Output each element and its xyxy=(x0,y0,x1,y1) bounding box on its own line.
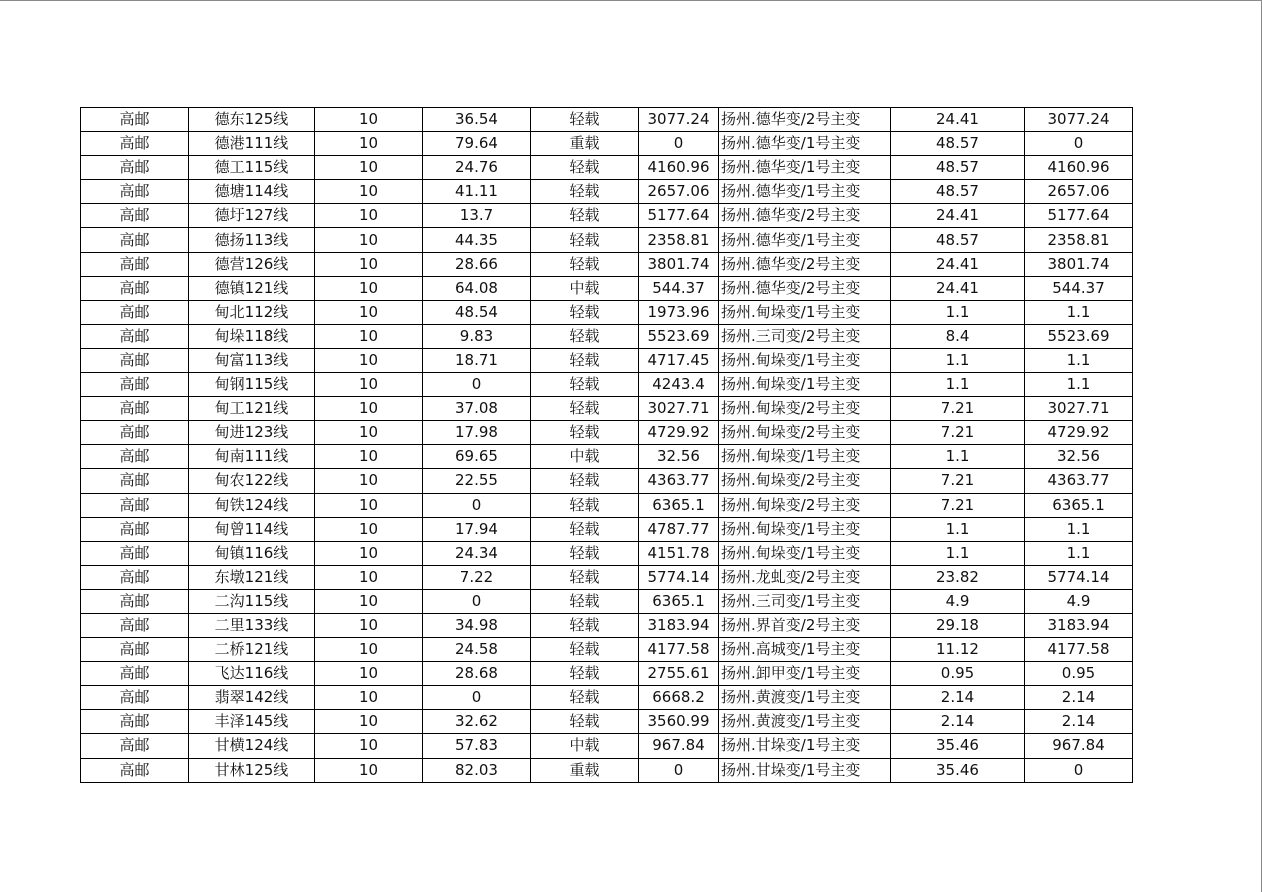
table-row xyxy=(81,469,1133,493)
substation-transformer-cell: 扬州.黄渡变/1号主变 xyxy=(719,710,891,734)
region-cell: 高邮 xyxy=(81,710,189,734)
available-capacity-cell: 4363.77 xyxy=(639,469,719,493)
load-rate-cell: 18.71 xyxy=(423,348,531,372)
voltage-cell: 10 xyxy=(315,324,423,348)
voltage-cell: 10 xyxy=(315,252,423,276)
transformer-value-cell: 2.14 xyxy=(891,710,1025,734)
table-row xyxy=(81,180,1133,204)
substation-transformer-cell: 扬州.甸垛变/2号主变 xyxy=(719,421,891,445)
substation-transformer-cell: 扬州.甸垛变/1号主变 xyxy=(719,445,891,469)
load-rate-cell: 79.64 xyxy=(423,132,531,156)
load-rate-cell: 36.54 xyxy=(423,108,531,132)
substation-transformer-cell: 扬州.高城变/1号主变 xyxy=(719,638,891,662)
voltage-cell: 10 xyxy=(315,445,423,469)
voltage-cell: 10 xyxy=(315,758,423,782)
table-row xyxy=(81,373,1133,397)
load-rate-cell: 24.76 xyxy=(423,156,531,180)
region-cell: 高邮 xyxy=(81,204,189,228)
load-rate-cell: 57.83 xyxy=(423,734,531,758)
table-row xyxy=(81,589,1133,613)
line-name-cell: 甸铁124线 xyxy=(189,493,315,517)
table-row xyxy=(81,493,1133,517)
table-row xyxy=(81,156,1133,180)
substation-transformer-cell: 扬州.三司变/2号主变 xyxy=(719,324,891,348)
substation-transformer-cell: 扬州.三司变/1号主变 xyxy=(719,589,891,613)
load-status-cell: 轻载 xyxy=(531,517,639,541)
transformer-value-cell: 0.95 xyxy=(891,662,1025,686)
load-status-cell: 轻载 xyxy=(531,204,639,228)
line-name-cell: 甸工121线 xyxy=(189,397,315,421)
table-row xyxy=(81,565,1133,589)
transformer-value-cell: 1.1 xyxy=(891,300,1025,324)
line-name-cell: 翡翠142线 xyxy=(189,686,315,710)
table-row xyxy=(81,638,1133,662)
line-name-cell: 德港111线 xyxy=(189,132,315,156)
capacity-value-cell: 1.1 xyxy=(1025,517,1133,541)
substation-transformer-cell: 扬州.德华变/2号主变 xyxy=(719,108,891,132)
capacity-value-cell: 2.14 xyxy=(1025,686,1133,710)
line-name-cell: 甸南111线 xyxy=(189,445,315,469)
line-name-cell: 二里133线 xyxy=(189,613,315,637)
capacity-value-cell: 967.84 xyxy=(1025,734,1133,758)
table-row xyxy=(81,348,1133,372)
available-capacity-cell: 5774.14 xyxy=(639,565,719,589)
voltage-cell: 10 xyxy=(315,565,423,589)
load-status-cell: 轻载 xyxy=(531,397,639,421)
load-rate-cell: 32.62 xyxy=(423,710,531,734)
voltage-cell: 10 xyxy=(315,421,423,445)
line-name-cell: 甸农122线 xyxy=(189,469,315,493)
voltage-cell: 10 xyxy=(315,276,423,300)
load-rate-cell: 44.35 xyxy=(423,228,531,252)
substation-transformer-cell: 扬州.德华变/2号主变 xyxy=(719,276,891,300)
table-row xyxy=(81,541,1133,565)
available-capacity-cell: 1973.96 xyxy=(639,300,719,324)
voltage-cell: 10 xyxy=(315,180,423,204)
transformer-value-cell: 23.82 xyxy=(891,565,1025,589)
transformer-value-cell: 48.57 xyxy=(891,156,1025,180)
transformer-value-cell: 48.57 xyxy=(891,132,1025,156)
load-rate-cell: 0 xyxy=(423,493,531,517)
capacity-value-cell: 32.56 xyxy=(1025,445,1133,469)
line-name-cell: 东墩121线 xyxy=(189,565,315,589)
substation-transformer-cell: 扬州.黄渡变/1号主变 xyxy=(719,686,891,710)
load-status-cell: 轻载 xyxy=(531,252,639,276)
transformer-value-cell: 1.1 xyxy=(891,517,1025,541)
feeder-load-table xyxy=(80,107,1133,783)
substation-transformer-cell: 扬州.甸垛变/2号主变 xyxy=(719,493,891,517)
load-rate-cell: 28.68 xyxy=(423,662,531,686)
voltage-cell: 10 xyxy=(315,613,423,637)
load-rate-cell: 28.66 xyxy=(423,252,531,276)
transformer-value-cell: 7.21 xyxy=(891,421,1025,445)
capacity-value-cell: 4.9 xyxy=(1025,589,1133,613)
table-row xyxy=(81,734,1133,758)
table-row xyxy=(81,445,1133,469)
region-cell: 高邮 xyxy=(81,421,189,445)
load-status-cell: 轻载 xyxy=(531,373,639,397)
available-capacity-cell: 2755.61 xyxy=(639,662,719,686)
load-status-cell: 轻载 xyxy=(531,613,639,637)
table-row xyxy=(81,686,1133,710)
available-capacity-cell: 6365.1 xyxy=(639,589,719,613)
substation-transformer-cell: 扬州.德华变/2号主变 xyxy=(719,252,891,276)
voltage-cell: 10 xyxy=(315,662,423,686)
capacity-value-cell: 1.1 xyxy=(1025,541,1133,565)
transformer-value-cell: 35.46 xyxy=(891,734,1025,758)
capacity-value-cell: 3077.24 xyxy=(1025,108,1133,132)
voltage-cell: 10 xyxy=(315,300,423,324)
voltage-cell: 10 xyxy=(315,686,423,710)
available-capacity-cell: 4243.4 xyxy=(639,373,719,397)
available-capacity-cell: 967.84 xyxy=(639,734,719,758)
capacity-value-cell: 2358.81 xyxy=(1025,228,1133,252)
substation-transformer-cell: 扬州.德华变/1号主变 xyxy=(719,132,891,156)
region-cell: 高邮 xyxy=(81,517,189,541)
load-status-cell: 轻载 xyxy=(531,589,639,613)
substation-transformer-cell: 扬州.甸垛变/1号主变 xyxy=(719,373,891,397)
load-rate-cell: 24.34 xyxy=(423,541,531,565)
substation-transformer-cell: 扬州.甸垛变/1号主变 xyxy=(719,541,891,565)
line-name-cell: 德东125线 xyxy=(189,108,315,132)
load-status-cell: 轻载 xyxy=(531,300,639,324)
substation-transformer-cell: 扬州.甸垛变/1号主变 xyxy=(719,517,891,541)
transformer-value-cell: 7.21 xyxy=(891,493,1025,517)
load-status-cell: 轻载 xyxy=(531,710,639,734)
substation-transformer-cell: 扬州.界首变/2号主变 xyxy=(719,613,891,637)
load-status-cell: 轻载 xyxy=(531,638,639,662)
capacity-value-cell: 0.95 xyxy=(1025,662,1133,686)
load-status-cell: 轻载 xyxy=(531,662,639,686)
voltage-cell: 10 xyxy=(315,589,423,613)
capacity-value-cell: 5774.14 xyxy=(1025,565,1133,589)
load-status-cell: 轻载 xyxy=(531,421,639,445)
table-row xyxy=(81,204,1133,228)
load-rate-cell: 0 xyxy=(423,373,531,397)
region-cell: 高邮 xyxy=(81,373,189,397)
substation-transformer-cell: 扬州.德华变/1号主变 xyxy=(719,156,891,180)
region-cell: 高邮 xyxy=(81,348,189,372)
table-row xyxy=(81,276,1133,300)
line-name-cell: 甸镇116线 xyxy=(189,541,315,565)
substation-transformer-cell: 扬州.甸垛变/2号主变 xyxy=(719,397,891,421)
table-row xyxy=(81,108,1133,132)
voltage-cell: 10 xyxy=(315,397,423,421)
line-name-cell: 甸钢115线 xyxy=(189,373,315,397)
table-row xyxy=(81,613,1133,637)
voltage-cell: 10 xyxy=(315,469,423,493)
voltage-cell: 10 xyxy=(315,493,423,517)
region-cell: 高邮 xyxy=(81,469,189,493)
available-capacity-cell: 6668.2 xyxy=(639,686,719,710)
voltage-cell: 10 xyxy=(315,710,423,734)
available-capacity-cell: 32.56 xyxy=(639,445,719,469)
load-status-cell: 轻载 xyxy=(531,541,639,565)
transformer-value-cell: 24.41 xyxy=(891,252,1025,276)
transformer-value-cell: 24.41 xyxy=(891,108,1025,132)
available-capacity-cell: 2358.81 xyxy=(639,228,719,252)
transformer-value-cell: 24.41 xyxy=(891,204,1025,228)
region-cell: 高邮 xyxy=(81,108,189,132)
line-name-cell: 二桥121线 xyxy=(189,638,315,662)
load-rate-cell: 0 xyxy=(423,686,531,710)
load-rate-cell: 64.08 xyxy=(423,276,531,300)
available-capacity-cell: 4177.58 xyxy=(639,638,719,662)
line-name-cell: 德镇121线 xyxy=(189,276,315,300)
available-capacity-cell: 3077.24 xyxy=(639,108,719,132)
region-cell: 高邮 xyxy=(81,686,189,710)
capacity-value-cell: 3801.74 xyxy=(1025,252,1133,276)
line-name-cell: 德营126线 xyxy=(189,252,315,276)
capacity-value-cell: 4729.92 xyxy=(1025,421,1133,445)
table-row xyxy=(81,300,1133,324)
available-capacity-cell: 3560.99 xyxy=(639,710,719,734)
line-name-cell: 甸北112线 xyxy=(189,300,315,324)
substation-transformer-cell: 扬州.甘垛变/1号主变 xyxy=(719,758,891,782)
available-capacity-cell: 3801.74 xyxy=(639,252,719,276)
load-rate-cell: 13.7 xyxy=(423,204,531,228)
load-rate-cell: 34.98 xyxy=(423,613,531,637)
load-status-cell: 轻载 xyxy=(531,108,639,132)
region-cell: 高邮 xyxy=(81,445,189,469)
transformer-value-cell: 1.1 xyxy=(891,373,1025,397)
region-cell: 高邮 xyxy=(81,589,189,613)
load-status-cell: 轻载 xyxy=(531,180,639,204)
load-rate-cell: 24.58 xyxy=(423,638,531,662)
table-row xyxy=(81,228,1133,252)
transformer-value-cell: 48.57 xyxy=(891,228,1025,252)
region-cell: 高邮 xyxy=(81,132,189,156)
transformer-value-cell: 24.41 xyxy=(891,276,1025,300)
voltage-cell: 10 xyxy=(315,517,423,541)
available-capacity-cell: 0 xyxy=(639,758,719,782)
line-name-cell: 德扬113线 xyxy=(189,228,315,252)
capacity-value-cell: 544.37 xyxy=(1025,276,1133,300)
load-status-cell: 轻载 xyxy=(531,156,639,180)
line-name-cell: 德工115线 xyxy=(189,156,315,180)
voltage-cell: 10 xyxy=(315,228,423,252)
available-capacity-cell: 4160.96 xyxy=(639,156,719,180)
load-status-cell: 轻载 xyxy=(531,686,639,710)
transformer-value-cell: 1.1 xyxy=(891,348,1025,372)
transformer-value-cell: 48.57 xyxy=(891,180,1025,204)
table-row xyxy=(81,324,1133,348)
load-status-cell: 轻载 xyxy=(531,324,639,348)
line-name-cell: 甘横124线 xyxy=(189,734,315,758)
table-row xyxy=(81,758,1133,782)
region-cell: 高邮 xyxy=(81,662,189,686)
transformer-value-cell: 8.4 xyxy=(891,324,1025,348)
transformer-value-cell: 4.9 xyxy=(891,589,1025,613)
available-capacity-cell: 5177.64 xyxy=(639,204,719,228)
voltage-cell: 10 xyxy=(315,348,423,372)
transformer-value-cell: 11.12 xyxy=(891,638,1025,662)
load-rate-cell: 17.98 xyxy=(423,421,531,445)
load-rate-cell: 48.54 xyxy=(423,300,531,324)
line-name-cell: 德圩127线 xyxy=(189,204,315,228)
load-rate-cell: 7.22 xyxy=(423,565,531,589)
table-row xyxy=(81,252,1133,276)
substation-transformer-cell: 扬州.甸垛变/1号主变 xyxy=(719,300,891,324)
capacity-value-cell: 1.1 xyxy=(1025,300,1133,324)
transformer-value-cell: 29.18 xyxy=(891,613,1025,637)
available-capacity-cell: 4151.78 xyxy=(639,541,719,565)
substation-transformer-cell: 扬州.德华变/1号主变 xyxy=(719,228,891,252)
region-cell: 高邮 xyxy=(81,565,189,589)
load-status-cell: 中载 xyxy=(531,445,639,469)
table-row xyxy=(81,132,1133,156)
transformer-value-cell: 35.46 xyxy=(891,758,1025,782)
load-rate-cell: 22.55 xyxy=(423,469,531,493)
capacity-value-cell: 4160.96 xyxy=(1025,156,1133,180)
voltage-cell: 10 xyxy=(315,132,423,156)
load-status-cell: 轻载 xyxy=(531,565,639,589)
available-capacity-cell: 6365.1 xyxy=(639,493,719,517)
load-status-cell: 中载 xyxy=(531,276,639,300)
capacity-value-cell: 4363.77 xyxy=(1025,469,1133,493)
load-rate-cell: 9.83 xyxy=(423,324,531,348)
capacity-value-cell: 3183.94 xyxy=(1025,613,1133,637)
load-rate-cell: 37.08 xyxy=(423,397,531,421)
line-name-cell: 甸富113线 xyxy=(189,348,315,372)
capacity-value-cell: 0 xyxy=(1025,758,1133,782)
table-body xyxy=(81,108,1133,783)
load-status-cell: 轻载 xyxy=(531,348,639,372)
line-name-cell: 二沟115线 xyxy=(189,589,315,613)
region-cell: 高邮 xyxy=(81,758,189,782)
table-row xyxy=(81,710,1133,734)
load-status-cell: 轻载 xyxy=(531,228,639,252)
load-rate-cell: 69.65 xyxy=(423,445,531,469)
capacity-value-cell: 6365.1 xyxy=(1025,493,1133,517)
table-row xyxy=(81,517,1133,541)
capacity-value-cell: 1.1 xyxy=(1025,373,1133,397)
table-row xyxy=(81,397,1133,421)
available-capacity-cell: 3027.71 xyxy=(639,397,719,421)
region-cell: 高邮 xyxy=(81,613,189,637)
line-name-cell: 甸曾114线 xyxy=(189,517,315,541)
region-cell: 高邮 xyxy=(81,252,189,276)
capacity-value-cell: 3027.71 xyxy=(1025,397,1133,421)
region-cell: 高邮 xyxy=(81,493,189,517)
transformer-value-cell: 7.21 xyxy=(891,469,1025,493)
available-capacity-cell: 4717.45 xyxy=(639,348,719,372)
region-cell: 高邮 xyxy=(81,276,189,300)
capacity-value-cell: 5523.69 xyxy=(1025,324,1133,348)
voltage-cell: 10 xyxy=(315,156,423,180)
load-status-cell: 中载 xyxy=(531,734,639,758)
available-capacity-cell: 3183.94 xyxy=(639,613,719,637)
transformer-value-cell: 1.1 xyxy=(891,541,1025,565)
line-name-cell: 丰泽145线 xyxy=(189,710,315,734)
substation-transformer-cell: 扬州.甸垛变/1号主变 xyxy=(719,348,891,372)
capacity-value-cell: 0 xyxy=(1025,132,1133,156)
load-status-cell: 重载 xyxy=(531,132,639,156)
voltage-cell: 10 xyxy=(315,373,423,397)
load-rate-cell: 17.94 xyxy=(423,517,531,541)
substation-transformer-cell: 扬州.卸甲变/1号主变 xyxy=(719,662,891,686)
region-cell: 高邮 xyxy=(81,300,189,324)
available-capacity-cell: 4787.77 xyxy=(639,517,719,541)
capacity-value-cell: 1.1 xyxy=(1025,348,1133,372)
available-capacity-cell: 544.37 xyxy=(639,276,719,300)
transformer-value-cell: 2.14 xyxy=(891,686,1025,710)
transformer-value-cell: 1.1 xyxy=(891,445,1025,469)
region-cell: 高邮 xyxy=(81,324,189,348)
substation-transformer-cell: 扬州.德华变/1号主变 xyxy=(719,180,891,204)
table-row xyxy=(81,421,1133,445)
line-name-cell: 德塘114线 xyxy=(189,180,315,204)
line-name-cell: 甸垛118线 xyxy=(189,324,315,348)
voltage-cell: 10 xyxy=(315,638,423,662)
substation-transformer-cell: 扬州.德华变/2号主变 xyxy=(719,204,891,228)
substation-transformer-cell: 扬州.甘垛变/1号主变 xyxy=(719,734,891,758)
capacity-value-cell: 2657.06 xyxy=(1025,180,1133,204)
region-cell: 高邮 xyxy=(81,228,189,252)
load-status-cell: 轻载 xyxy=(531,493,639,517)
region-cell: 高邮 xyxy=(81,156,189,180)
capacity-value-cell: 5177.64 xyxy=(1025,204,1133,228)
available-capacity-cell: 4729.92 xyxy=(639,421,719,445)
substation-transformer-cell: 扬州.龙虬变/2号主变 xyxy=(719,565,891,589)
region-cell: 高邮 xyxy=(81,397,189,421)
load-rate-cell: 82.03 xyxy=(423,758,531,782)
transformer-value-cell: 7.21 xyxy=(891,397,1025,421)
voltage-cell: 10 xyxy=(315,541,423,565)
region-cell: 高邮 xyxy=(81,734,189,758)
load-status-cell: 轻载 xyxy=(531,469,639,493)
region-cell: 高邮 xyxy=(81,180,189,204)
available-capacity-cell: 2657.06 xyxy=(639,180,719,204)
available-capacity-cell: 0 xyxy=(639,132,719,156)
voltage-cell: 10 xyxy=(315,204,423,228)
voltage-cell: 10 xyxy=(315,108,423,132)
substation-transformer-cell: 扬州.甸垛变/2号主变 xyxy=(719,469,891,493)
region-cell: 高邮 xyxy=(81,541,189,565)
table-row xyxy=(81,662,1133,686)
line-name-cell: 甸进123线 xyxy=(189,421,315,445)
load-status-cell: 重载 xyxy=(531,758,639,782)
load-rate-cell: 41.11 xyxy=(423,180,531,204)
voltage-cell: 10 xyxy=(315,734,423,758)
region-cell: 高邮 xyxy=(81,638,189,662)
line-name-cell: 飞达116线 xyxy=(189,662,315,686)
capacity-value-cell: 4177.58 xyxy=(1025,638,1133,662)
available-capacity-cell: 5523.69 xyxy=(639,324,719,348)
capacity-value-cell: 2.14 xyxy=(1025,710,1133,734)
line-name-cell: 甘林125线 xyxy=(189,758,315,782)
load-rate-cell: 0 xyxy=(423,589,531,613)
